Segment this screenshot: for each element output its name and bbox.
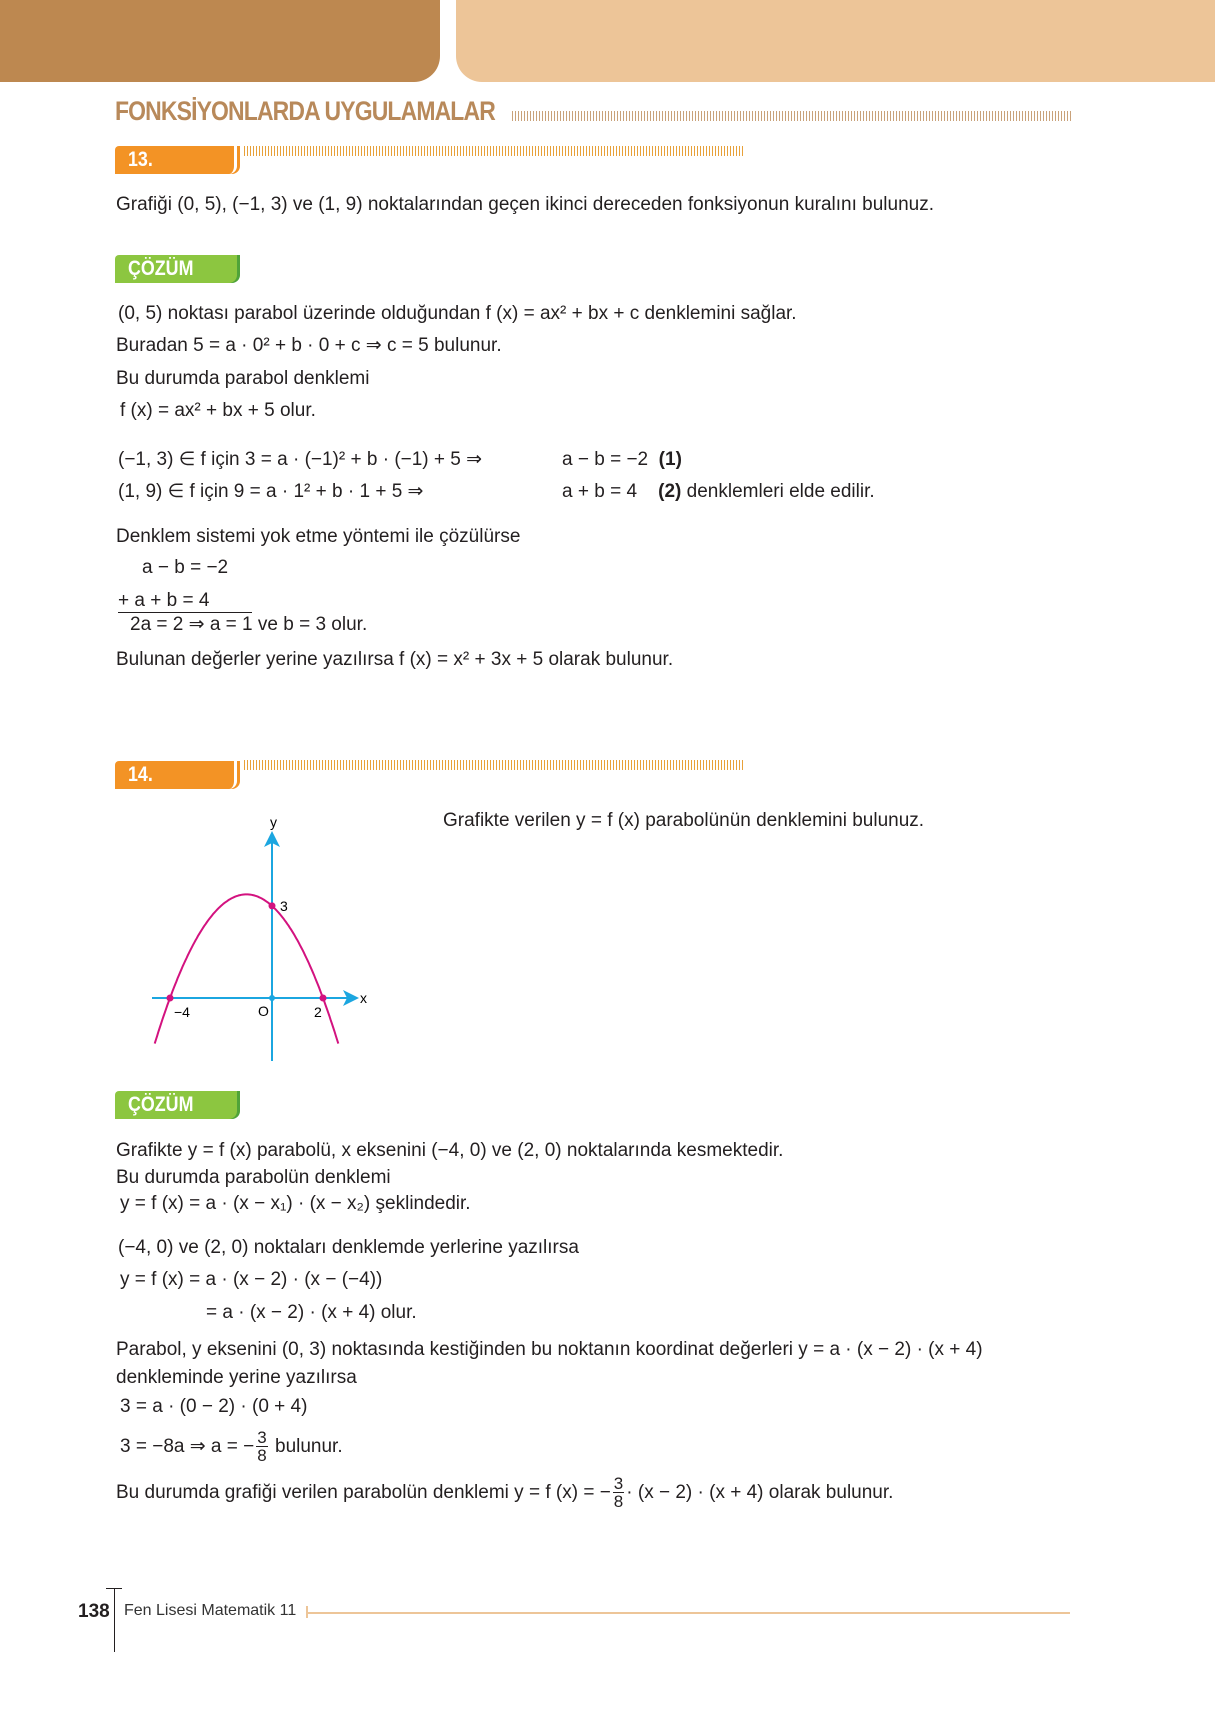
solution-badge: ÇÖZÜM	[115, 255, 237, 283]
parabola-curve	[155, 894, 339, 1043]
example-13-badge: 13. ÖRNEK	[115, 146, 237, 174]
solution-line: 3 = a · (0 − 2) · (0 + 4)	[120, 1396, 308, 1417]
origin-label: O	[258, 1003, 269, 1019]
x-axis-label: x	[360, 990, 367, 1006]
solution-line: denkleminde yerine yazılırsa	[116, 1367, 357, 1388]
solution-line: y = f (x) = a · (x − x₁) · (x − x₂) şeklindedir.	[120, 1193, 471, 1214]
equation-2: a + b = 4 (2) denklemleri elde edilir.	[562, 481, 875, 502]
solution-line: 2a = 2 ⇒ a = 1 ve b = 3 olur.	[130, 614, 368, 635]
origin-point	[269, 995, 275, 1001]
example-divider	[244, 146, 744, 156]
fraction: $\frac{3}{8}$	[613, 1474, 624, 1512]
solution-line: (−4, 0) ve (2, 0) noktaları denklemde yerlerine yazılırsa	[118, 1237, 579, 1258]
solution-line: Grafikte y = f (x) parabolü, x eksenini (−4, 0) ve (2, 0) noktalarında kesmektedir.	[116, 1140, 784, 1161]
example-13-question: Grafiği (0, 5), (−1, 3) ve (1, 9) noktalarından geçen ikinci dereceden fonksiyonun kuralını bulunuz.	[116, 194, 934, 215]
solution-line: Bu durumda parabolün denklemi	[116, 1167, 391, 1188]
solution-line: (−1, 3) ∈ f için 3 = a · (−1)² + b · (−1) + 5 ⇒	[118, 449, 483, 470]
solution-line: a − b = −2	[142, 557, 229, 578]
example-divider	[244, 760, 744, 770]
root-point	[167, 995, 174, 1002]
solution-line: = a · (x − 2) · (x + 4) olur.	[206, 1302, 417, 1323]
solution-line: y = f (x) = a · (x − 2) · (x − (−4))	[120, 1269, 383, 1290]
y-axis-label: y	[270, 814, 277, 830]
y-intercept-point	[269, 902, 276, 909]
footer-rule	[308, 1612, 1070, 1614]
solution-line: Parabol, y eksenini (0, 3) noktasında kestiğinden bu noktanın koordinat değerleri y = a · (x − 2) · (x + 4)	[116, 1339, 983, 1360]
page-number: 138	[78, 1601, 110, 1622]
equation-1: a − b = −2 (1)	[562, 449, 682, 470]
solution-badge: ÇÖZÜM	[115, 1091, 237, 1119]
header-band-left	[0, 0, 440, 82]
title-divider	[512, 111, 1072, 121]
sum-underline	[118, 612, 252, 613]
footer-divider	[114, 1588, 115, 1652]
tick-label: 2	[314, 1004, 322, 1020]
solution-line: Bu durumda parabol denklemi	[116, 368, 370, 389]
tick-label: 3	[280, 898, 288, 914]
footer-divider	[106, 1588, 122, 1589]
section-title: FONKSİYONLARDA UYGULAMALAR	[115, 96, 495, 126]
example-14-badge: 14. ÖRNEK	[115, 761, 237, 789]
final-answer: Bu durumda grafiği verilen parabolün denklemi y = f (x) = − $\frac{3}{8}$ · (x − 2) · (x + 4) olarak bulunur.	[116, 1474, 894, 1512]
book-title: Fen Lisesi Matematik 11	[124, 1602, 297, 1619]
solution-line: (0, 5) noktası parabol üzerinde olduğundan f (x) = ax² + bx + c denklemini sağlar.	[118, 303, 797, 324]
solution-line: Denklem sistemi yok etme yöntemi ile çözülürse	[116, 526, 521, 547]
solution-line: f (x) = ax² + bx + 5 olur.	[120, 400, 316, 421]
parabola-graph	[140, 805, 380, 1065]
fraction: $\frac{3}{8}$	[257, 1428, 267, 1466]
solution-line: Bulunan değerler yerine yazılırsa f (x) = x² + 3x + 5 olarak bulunur.	[116, 649, 674, 670]
solution-line: (1, 9) ∈ f için 9 = a · 1² + b · 1 + 5 ⇒	[118, 481, 424, 502]
root-point	[320, 995, 327, 1002]
solution-line: + a + b = 4	[118, 590, 210, 611]
example-14-question: Grafikte verilen y = f (x) parabolünün denklemini bulunuz.	[443, 810, 925, 831]
solution-line: Buradan 5 = a · 0² + b · 0 + c ⇒ c = 5 bulunur.	[116, 335, 502, 356]
header-band-right	[456, 0, 1215, 82]
solution-line-a: 3 = −8a ⇒ a = − $\frac{3}{8}$ bulunur.	[120, 1428, 343, 1466]
tick-label: −4	[174, 1004, 190, 1020]
